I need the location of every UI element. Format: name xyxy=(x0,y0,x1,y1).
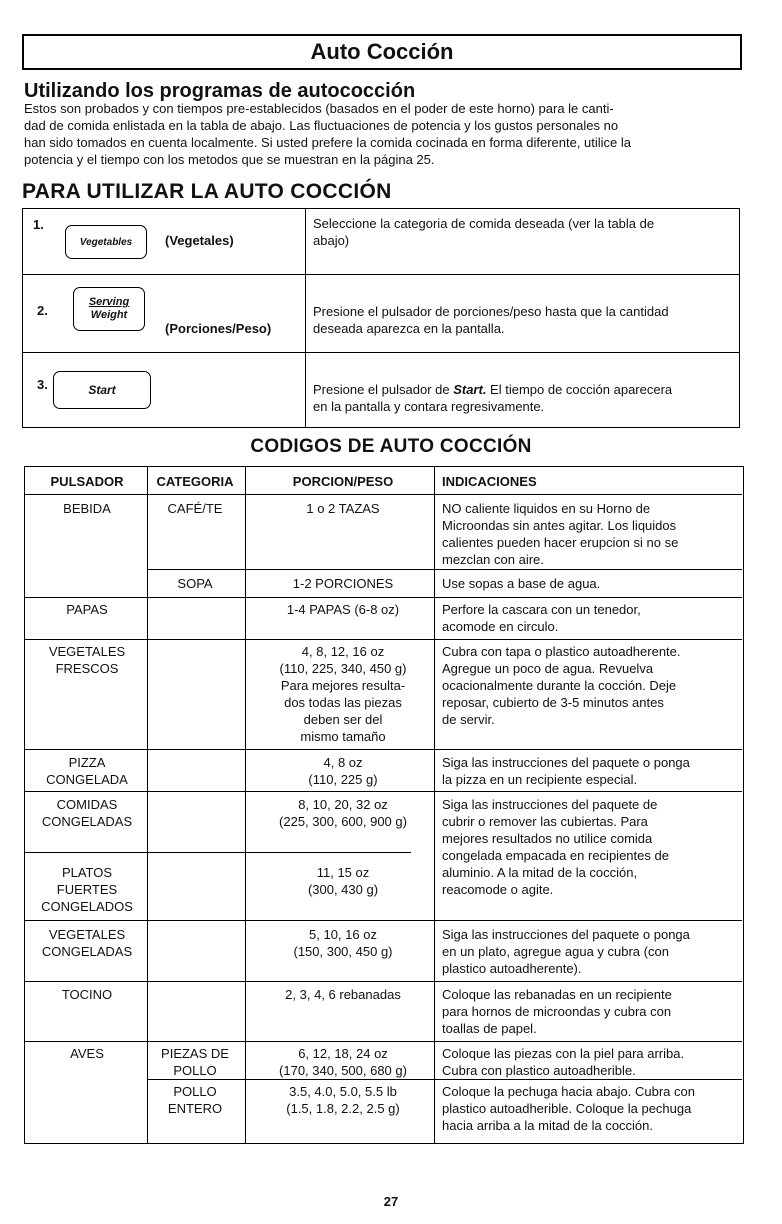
cell-line: CONGELADOS xyxy=(41,899,133,914)
indicaciones-cell xyxy=(442,986,740,1037)
cell-line: 4, 8 oz xyxy=(323,755,363,770)
cell-line: Siga las instrucciones del paquete de xyxy=(442,797,658,812)
cell-line: PAPAS xyxy=(66,602,108,617)
cell-line: 5, 10, 16 oz xyxy=(309,927,377,942)
cell-line: Perfore la cascara con un tenedor, xyxy=(442,602,641,617)
cell-line: 1 o 2 TAZAS xyxy=(306,501,380,516)
cell-line: Agregue un poco de agua. Revuelva xyxy=(442,661,654,676)
cell-line: en un plato, agregue agua y cubra (con xyxy=(442,944,669,959)
cell-line: POLLO xyxy=(173,1063,217,1078)
cell-line: CONGELADAS xyxy=(41,944,133,959)
row-divider xyxy=(25,981,742,982)
cell-line: COMIDAS xyxy=(56,797,118,812)
cell-line: (170, 340, 500, 680 g) xyxy=(279,1063,407,1078)
cell-line: la pizza en un recipiente especial. xyxy=(442,772,638,787)
cell-line: Siga las instrucciones del paquete o ponga xyxy=(442,755,690,770)
vegetables-key-button[interactable] xyxy=(65,225,147,259)
cell-line: (300, 430 g) xyxy=(307,882,379,897)
cell-line: congelada empacada en recipientes de xyxy=(442,848,669,863)
pulsador-cell xyxy=(25,601,149,618)
instruction-text: Presione el pulsador de xyxy=(313,382,454,397)
cell-line: 1-4 PAPAS (6-8 oz) xyxy=(286,602,400,617)
porcion-cell xyxy=(245,864,441,898)
step-row xyxy=(23,353,739,427)
step-key-name: (Vegetales) xyxy=(165,233,234,248)
cell-line: hacia arriba a la mitad de la cocción. xyxy=(442,1118,654,1133)
porcion-cell xyxy=(245,796,441,830)
intro-line: potencia y el tiempo con los metodos que se muestran en la página 25. xyxy=(24,152,435,167)
cell-line: ocacionalmente durante la cocción. Deje xyxy=(442,678,677,693)
intro-line: Estos son probados y con tiempos pre-establecidos (basados en el poder de este horno) para le canti- xyxy=(24,101,614,116)
key-label: Start xyxy=(88,382,116,397)
row-divider xyxy=(25,791,742,792)
pulsador-cell xyxy=(25,796,149,830)
cell-line: mejores resultados no utilice comida xyxy=(442,831,653,846)
cell-line: de servir. xyxy=(442,712,495,727)
indicaciones-cell xyxy=(442,643,740,728)
cell-line: BEBIDA xyxy=(63,501,111,516)
indicaciones-cell xyxy=(442,1045,740,1079)
cell-line: Coloque las piezas con la piel para arriba. xyxy=(442,1046,685,1061)
instruction-key-ref: Start. xyxy=(453,382,487,397)
cell-line: FRESCOS xyxy=(55,661,119,676)
cell-line: PIEZAS DE xyxy=(161,1046,229,1061)
cell-line: 8, 10, 20, 32 oz xyxy=(298,797,388,812)
cell-line: CONGELADAS xyxy=(41,814,133,829)
cell-line: FUERTES xyxy=(56,882,118,897)
pulsador-cell xyxy=(25,754,149,788)
cell-line: Cubra con plastico autoadherible. xyxy=(442,1063,636,1078)
instruction-line: en la pantalla y contara regresivamente. xyxy=(313,399,545,414)
instruction-line: abajo) xyxy=(313,233,350,248)
section-heading-codes: CODIGOS DE AUTO COCCIÓN xyxy=(250,436,532,457)
categoria-cell xyxy=(147,1045,243,1079)
porcion-cell xyxy=(245,986,441,1003)
step-number: 3. xyxy=(37,377,48,392)
cell-line: cubrir o remover las cubiertas. Para xyxy=(442,814,648,829)
cell-line: mismo tamaño xyxy=(300,729,386,744)
row-divider xyxy=(25,749,742,750)
step-number: 2. xyxy=(37,303,48,318)
step-row xyxy=(23,209,739,275)
indicaciones-cell xyxy=(442,601,740,635)
indicaciones-cell xyxy=(442,796,740,898)
cell-line: ENTERO xyxy=(167,1101,223,1116)
step-number: 1. xyxy=(33,217,44,232)
porcion-cell xyxy=(245,500,441,517)
step-row xyxy=(23,275,739,353)
key-label: Serving xyxy=(88,296,130,308)
categoria-cell xyxy=(147,575,243,592)
step-key-cell xyxy=(23,275,306,352)
row-divider xyxy=(147,1079,742,1080)
cell-line: (110, 225, 340, 450 g) xyxy=(279,661,407,676)
cell-line: calientes pueden hacer erupcion si no se xyxy=(442,535,679,550)
cell-line: AVES xyxy=(70,1046,104,1061)
instruction-line: deseada aparezca en la pantalla. xyxy=(313,321,505,336)
column-header: CATEGORIA xyxy=(156,474,234,489)
row-divider xyxy=(25,639,742,640)
page-number: 27 xyxy=(383,1194,399,1209)
indicaciones-cell xyxy=(442,575,740,592)
serving-weight-key-button[interactable] xyxy=(73,287,145,331)
step-instruction xyxy=(313,303,729,337)
cell-line: (150, 300, 450 g) xyxy=(293,944,393,959)
porcion-cell xyxy=(245,575,441,592)
cell-line: PLATOS xyxy=(61,865,113,880)
row-divider xyxy=(25,1041,742,1042)
column-header: PORCION/PESO xyxy=(292,474,394,489)
section-heading-programs: Utilizando los programas de autococción xyxy=(24,80,416,102)
cell-line: aluminio. A la mitad de la cocción, xyxy=(442,865,638,880)
cell-line: dos todas las piezas xyxy=(284,695,402,710)
pulsador-cell xyxy=(25,1045,149,1062)
cell-line: (225, 300, 600, 900 g) xyxy=(279,814,407,829)
intro-paragraph xyxy=(24,100,744,168)
auto-cook-codes-table xyxy=(24,466,744,1144)
cell-line: acomode en circulo. xyxy=(442,619,559,634)
cell-line: toallas de papel. xyxy=(442,1021,537,1036)
cell-line: Cubra con tapa o plastico autoadherente. xyxy=(442,644,681,659)
pulsador-cell xyxy=(25,500,149,517)
cell-line: 1-2 PORCIONES xyxy=(292,576,394,591)
key-label: Vegetables xyxy=(79,236,133,248)
cell-line: Para mejores resulta- xyxy=(280,678,406,693)
row-divider xyxy=(25,852,411,853)
cell-line: plastico autoadherente). xyxy=(442,961,582,976)
intro-line: han sido tomados en cuenta localmente. Si usted prefere la comida cocinada en forma diferente, utilice la xyxy=(24,135,632,150)
steps-table xyxy=(22,208,740,428)
porcion-cell xyxy=(245,1045,441,1079)
cell-line: Microondas sin antes agitar. Los liquidos xyxy=(442,518,677,533)
cell-line: (1.5, 1.8, 2.2, 2.5 g) xyxy=(286,1101,400,1116)
cell-line: reacomode o agite. xyxy=(442,882,554,897)
cell-line: SOPA xyxy=(177,576,213,591)
porcion-cell xyxy=(245,926,441,960)
pulsador-cell xyxy=(25,864,149,915)
cell-line: 4, 8, 12, 16 oz xyxy=(301,644,385,659)
categoria-cell xyxy=(147,500,243,517)
instruction-line xyxy=(313,381,729,398)
pulsador-cell xyxy=(25,643,149,677)
step-key-cell xyxy=(23,353,306,427)
step-key-cell xyxy=(23,209,306,274)
intro-line: dad de comida enlistada en la tabla de abajo. Las fluctuaciones de potencia y los gustos personales no xyxy=(24,118,619,133)
cell-line: 11, 15 oz xyxy=(316,865,370,880)
key-label: Weight xyxy=(90,309,128,321)
porcion-cell xyxy=(245,643,441,745)
cell-line: Use sopas a base de agua. xyxy=(442,576,601,591)
cell-line: reposar, cubierto de 3-5 minutos antes xyxy=(442,695,664,710)
instruction-line: Presione el pulsador de porciones/peso hasta que la cantidad xyxy=(313,304,669,319)
column-header: PULSADOR xyxy=(50,474,124,489)
row-divider xyxy=(25,494,742,495)
categoria-cell xyxy=(147,1083,243,1117)
porcion-cell xyxy=(245,601,441,618)
cell-line: POLLO xyxy=(173,1084,217,1099)
cell-line: CONGELADA xyxy=(46,772,128,787)
cell-line: 3.5, 4.0, 5.0, 5.5 lb xyxy=(289,1084,397,1099)
indicaciones-cell xyxy=(442,754,740,788)
row-divider xyxy=(25,597,742,598)
cell-line: Siga las instrucciones del paquete o ponga xyxy=(442,927,690,942)
porcion-cell xyxy=(245,1083,441,1117)
instruction-text: El tiempo de cocción aparecera xyxy=(486,382,673,397)
cell-line: CAFÉ/TE xyxy=(167,501,223,516)
step-instruction xyxy=(313,381,729,415)
step-instruction xyxy=(313,215,729,249)
cell-line: para hornos de microondas y cubra con xyxy=(442,1004,672,1019)
row-divider xyxy=(25,920,742,921)
cell-line: VEGETALES xyxy=(48,644,126,659)
indicaciones-cell xyxy=(442,926,740,977)
row-divider xyxy=(147,569,742,570)
cell-line: (110, 225 g) xyxy=(308,772,378,787)
cell-line: deben ser del xyxy=(303,712,383,727)
cell-line: 2, 3, 4, 6 rebanadas xyxy=(285,987,401,1002)
cell-line: TOCINO xyxy=(61,987,113,1002)
cell-line: Coloque la pechuga hacia abajo. Cubra con xyxy=(442,1084,695,1099)
cell-line: PIZZA xyxy=(68,755,106,770)
cell-line: Coloque las rebanadas en un recipiente xyxy=(442,987,672,1002)
cell-line: 6, 12, 18, 24 oz xyxy=(298,1046,388,1061)
cell-line: NO caliente liquidos en su Horno de xyxy=(442,501,651,516)
section-heading-usage: PARA UTILIZAR LA AUTO COCCIÓN xyxy=(22,180,392,203)
cell-line: mezclan con aire. xyxy=(442,552,544,567)
pulsador-cell xyxy=(25,986,149,1003)
step-key-name: (Porciones/Peso) xyxy=(165,321,272,336)
indicaciones-cell xyxy=(442,500,740,568)
cell-line: plastico autoadherible. Coloque la pechuga xyxy=(442,1101,692,1116)
page-title: Auto Cocción xyxy=(22,34,742,70)
pulsador-cell xyxy=(25,926,149,960)
start-key-button[interactable] xyxy=(53,371,151,409)
porcion-cell xyxy=(245,754,441,788)
column-header: INDICACIONES xyxy=(442,474,537,489)
instruction-line: Seleccione la categoria de comida deseada (ver la tabla de xyxy=(313,216,655,231)
cell-line: VEGETALES xyxy=(48,927,126,942)
indicaciones-cell xyxy=(442,1083,740,1134)
